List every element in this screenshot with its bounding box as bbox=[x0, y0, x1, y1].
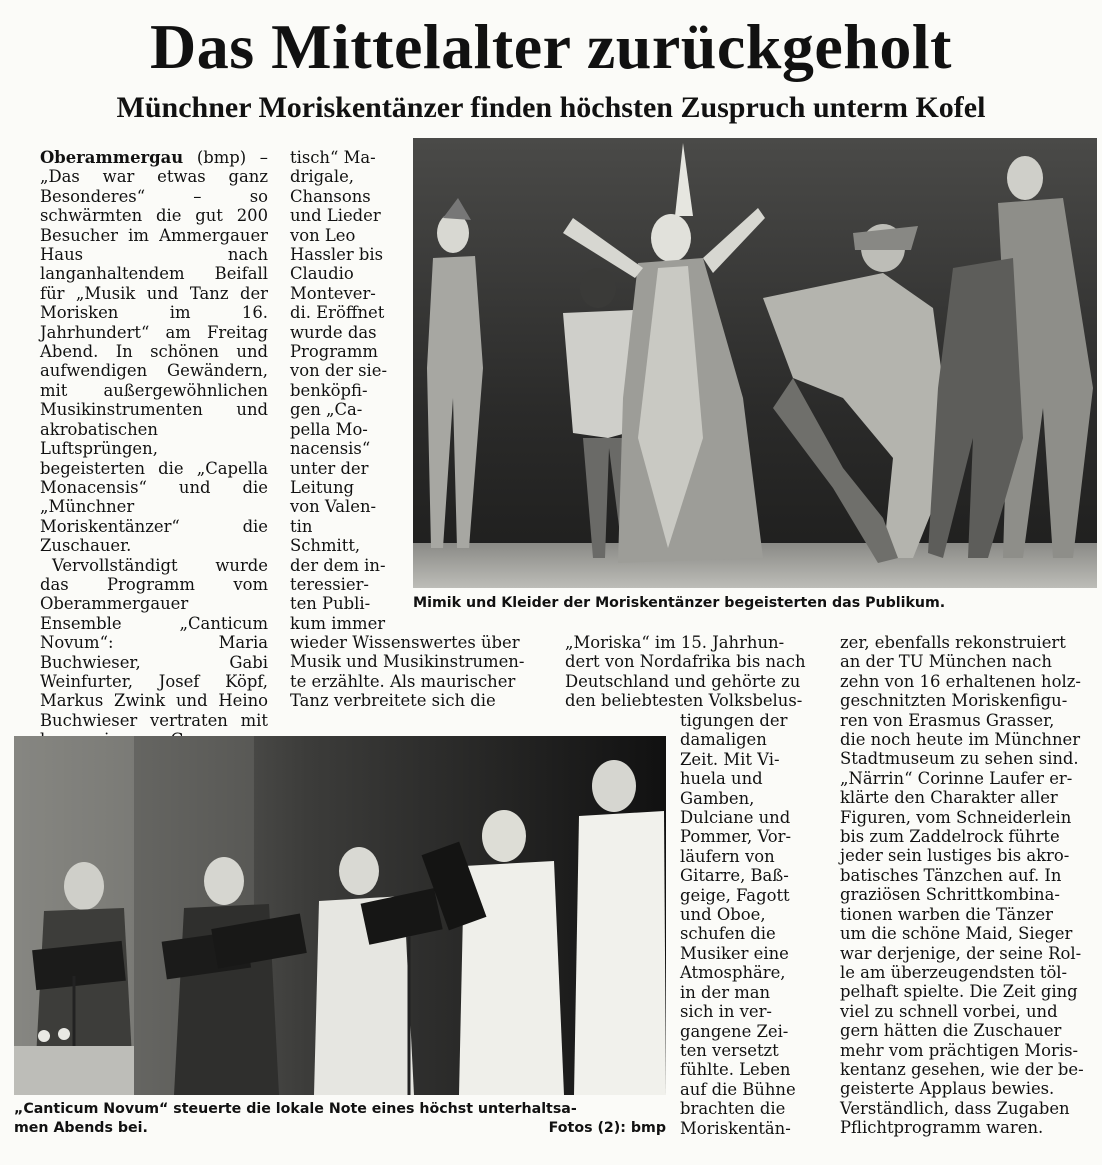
column-3b-line: und Oboe, bbox=[680, 905, 766, 925]
paragraph-2: Vervollständigt wurde das Programm vom Oberammergauer Ensemble „Canticum Novum“: Maria Buchwieser, Gabi Weinfurter, Josef Köpf, Markus Zwink und Heino Buchwieser vertraten mit bbox=[40, 555, 268, 730]
column-2-continuation bbox=[290, 633, 545, 711]
column-2-line: benköpfi- bbox=[290, 380, 368, 400]
column-2-line: tisch“ Ma- bbox=[290, 148, 376, 167]
subheadline: Münchner Moriskentänzer finden höchsten Zuspruch unterm Kofel bbox=[116, 91, 986, 124]
dateline: Oberammergau bbox=[40, 148, 184, 167]
column-2-line: tin bbox=[290, 516, 313, 536]
column-3b-line: auf die Bühne bbox=[680, 1079, 796, 1099]
column-2-line: unter der bbox=[290, 458, 369, 478]
column-4-line: Verständlich, dass Zugaben bbox=[840, 1098, 1070, 1118]
column-4-line: le am überzeugendsten töl- bbox=[840, 962, 1068, 982]
column-3a-line: „Moriska“ im 15. Jahrhun- bbox=[565, 633, 785, 652]
column-2-line: von der sie- bbox=[290, 361, 388, 381]
column-4-line: Stadtmuseum zu sehen sind. bbox=[840, 749, 1079, 769]
column-3b-line: fühlte. Leben bbox=[680, 1060, 791, 1080]
column-3b-line: geige, Fagott bbox=[680, 885, 790, 905]
column-4-line: zehn von 16 erhaltenen holz- bbox=[840, 671, 1081, 691]
top-photo-caption: Mimik und Kleider der Moriskentänzer begeisterten das Publikum. bbox=[413, 595, 946, 611]
column-4 bbox=[840, 633, 1084, 1138]
column-4-line: jeder sein lustiges bis akro- bbox=[840, 846, 1070, 866]
column-4-line: war derjenige, der seine Rol- bbox=[840, 943, 1082, 963]
column-2b-line: Musik und Musikinstrumen- bbox=[290, 652, 525, 672]
column-2-line: di. Eröffnet bbox=[290, 303, 385, 323]
column-2-line: gen „Ca- bbox=[290, 400, 363, 420]
column-2-line: von Leo bbox=[290, 225, 356, 245]
dancers-photo-image bbox=[413, 138, 1097, 588]
column-4-line: Figuren, vom Schneiderlein bbox=[840, 807, 1072, 827]
column-2-line: Chansons bbox=[290, 186, 371, 206]
column-3b-line: damaligen bbox=[680, 730, 767, 750]
column-4-line: Pflichtprogramm waren. bbox=[840, 1118, 1044, 1138]
column-3b-line: Atmosphäre, bbox=[680, 963, 786, 983]
column-3b-line: schufen die bbox=[680, 924, 776, 944]
ensemble-photo-image bbox=[14, 736, 666, 1095]
column-2-line: drigale, bbox=[290, 167, 354, 187]
column-4-line: geisterte Applaus bewies. bbox=[840, 1079, 1055, 1099]
column-3b-line: in der man bbox=[680, 982, 771, 1002]
column-4-line: klärte den Charakter aller bbox=[840, 788, 1058, 808]
column-3b-line: gangene Zei- bbox=[680, 1021, 789, 1041]
column-2-line: pella Mo- bbox=[290, 419, 368, 439]
column-3b-line: Pommer, Vor- bbox=[680, 827, 792, 847]
column-3b-line: sich in ver- bbox=[680, 1002, 772, 1022]
column-2b-line: te erzählte. Als maurischer bbox=[290, 671, 516, 691]
column-2-line: der dem in- bbox=[290, 555, 386, 575]
headline: Das Mittelalter zurückgeholt bbox=[150, 11, 952, 82]
ensemble-photo bbox=[14, 736, 666, 1095]
column-4-line: graziösen Schrittkombina- bbox=[840, 885, 1060, 905]
column-4-line: tionen warben die Tänzer bbox=[840, 904, 1053, 924]
column-4-line: zer, ebenfalls rekonstruiert bbox=[840, 633, 1066, 652]
column-4-line: batisches Tänzchen auf. In bbox=[840, 865, 1062, 885]
column-4-line: pelhaft spielte. Die Zeit ging bbox=[840, 982, 1078, 1002]
lead-text: (bmp) – „Das war etwas ganz Besonderes“ – so schwärmten die gut 200 Besucher im Ammergauer Haus nach langanhaltendem Beifall für „Musik und Tanz der Morisken im 16. Jahrhundert“ am Freitag Abend. In schönen und aufwendigen Gewändern, mit außergewöhnlichen Musikinstrumenten und akrobatischen Luftsprüngen, begeisterten die „Capella Monacensis“ und die „Münchner Moriskentänzer“ die Zuschauer. bbox=[40, 148, 268, 556]
column-4-line: um die schöne Maid, Sieger bbox=[840, 924, 1073, 944]
column-3 bbox=[565, 633, 813, 711]
column-4-line: mehr vom prächtigen Moris- bbox=[840, 1040, 1079, 1060]
column-2-line: Claudio bbox=[290, 264, 354, 284]
bottom-photo-caption-line-2: men Abends bei. bbox=[14, 1120, 148, 1136]
column-2-line: nacensis“ bbox=[290, 439, 371, 459]
column-3-continuation bbox=[680, 711, 819, 1138]
column-3b-line: Musiker eine bbox=[680, 943, 789, 963]
column-4-line: bis zum Zaddelrock führte bbox=[840, 827, 1060, 847]
column-3b-line: brachten die bbox=[680, 1099, 786, 1119]
column-3b-line: Moriskentän- bbox=[680, 1118, 791, 1138]
column-3b-line: ten versetzt bbox=[680, 1040, 779, 1060]
column-2-line: teressier- bbox=[290, 574, 369, 594]
column-4-line: kentanz gesehen, wie der be- bbox=[840, 1059, 1084, 1079]
column-2-line: Hassler bis bbox=[290, 245, 384, 265]
column-3b-line: Gitarre, Baß- bbox=[680, 866, 789, 886]
column-2b-line: wieder Wissenswertes über bbox=[290, 633, 520, 652]
column-2-line: von Valen- bbox=[290, 497, 377, 517]
column-3b-line: läufern von bbox=[680, 846, 775, 866]
column-3a-line: den beliebtesten Volksbelus- bbox=[565, 691, 803, 711]
dancers-photo bbox=[413, 138, 1097, 588]
column-3a-line: Deutschland und gehörte zu bbox=[565, 671, 801, 691]
column-4-line: geschnitzten Moriskenfigu- bbox=[840, 691, 1068, 711]
column-4-line: an der TU München nach bbox=[840, 652, 1052, 672]
lead-paragraph bbox=[40, 148, 268, 556]
column-2-line: Schmitt, bbox=[290, 536, 361, 556]
column-2-line: Programm bbox=[290, 342, 378, 362]
column-2-line: und Lieder bbox=[290, 206, 381, 226]
column-4-line: viel zu schnell vorbei, und bbox=[840, 1001, 1058, 1021]
column-3b-line: Dulciane und bbox=[680, 808, 791, 828]
column-3b-line: huela und bbox=[680, 769, 763, 789]
column-2-line: wurde das bbox=[290, 322, 377, 342]
column-3b-line: tigungen der bbox=[680, 711, 788, 730]
column-2-line: kum immer bbox=[290, 613, 386, 633]
column-3a-line: dert von Nordafrika bis nach bbox=[565, 652, 806, 672]
column-4-line: die noch heute im Münchner bbox=[840, 730, 1081, 750]
column-2b-line: Tanz verbreitete sich die bbox=[290, 691, 496, 711]
column-3b-line: Zeit. Mit Vi- bbox=[680, 749, 780, 769]
photo-credit: Fotos (2): bmp bbox=[548, 1120, 666, 1136]
column-2-line: ten Publi- bbox=[290, 594, 371, 614]
column-4-line: gern hätten die Zuschauer bbox=[840, 1021, 1062, 1041]
column-2 bbox=[290, 148, 394, 633]
column-3b-line: Gamben, bbox=[680, 788, 755, 808]
bottom-photo-caption-line-1: „Canticum Novum“ steuerte die lokale Note eines höchst unterhaltsa- bbox=[14, 1101, 577, 1117]
column-4-line: „Närrin“ Corinne Laufer er- bbox=[840, 768, 1073, 788]
column-4-line: ren von Erasmus Grasser, bbox=[840, 710, 1055, 730]
column-2-line: Montever- bbox=[290, 283, 376, 303]
column-2-line: Leitung bbox=[290, 477, 355, 497]
